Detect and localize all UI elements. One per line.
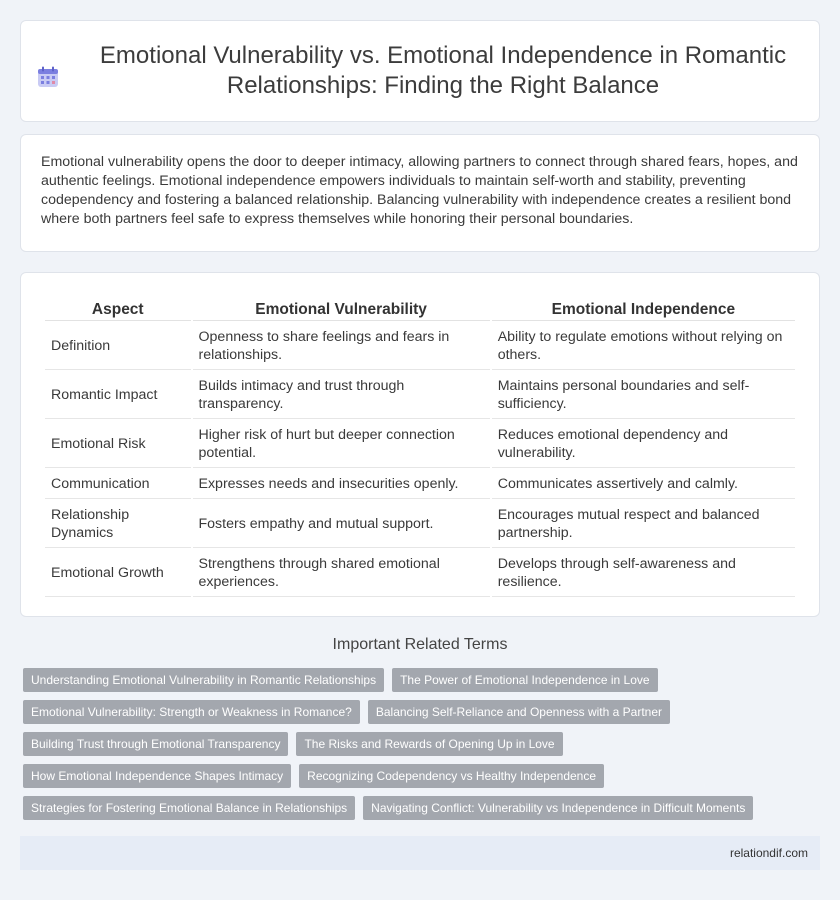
table-row	[45, 421, 795, 468]
header-independence: Emotional Independence	[492, 291, 795, 321]
intro-paragraph: Emotional vulnerability opens the door to deeper intimacy, allowing partners to connect through shared fears, hopes, and authentic feelings. Emotional independence empowers individuals to maintain self-worth and stability, preventing codependency and fostering a balanced relationship. Balancing vulnerability with independence creates a resilient bond where both partners feel safe to express themselves while honoring their personal boundaries.	[41, 154, 798, 227]
row-independence: Communicates assertively and calmly.	[492, 470, 795, 499]
related-term-link[interactable]: Balancing Self-Reliance and Openness with a Partner	[368, 700, 670, 724]
table-row	[45, 372, 795, 419]
comparison-table	[43, 289, 797, 599]
row-vulnerability: Higher risk of hurt but deeper connection potential.	[193, 421, 490, 468]
tag-row	[23, 764, 813, 788]
table-row	[45, 550, 795, 597]
row-vulnerability: Fosters empathy and mutual support.	[193, 501, 490, 548]
header-card	[20, 20, 820, 122]
related-terms-title: Important Related Terms	[332, 636, 508, 653]
footer-site-link[interactable]: relationdif.com	[729, 846, 808, 860]
table-row	[45, 323, 795, 370]
calendar-icon	[37, 66, 59, 88]
footer	[20, 836, 820, 870]
table-row	[45, 470, 795, 499]
row-vulnerability: Openness to share feelings and fears in relationships.	[193, 323, 490, 370]
related-term-link[interactable]: Strategies for Fostering Emotional Balance in Relationships	[23, 796, 355, 820]
row-aspect: Definition	[45, 323, 191, 370]
row-independence: Encourages mutual respect and balanced partnership.	[492, 501, 795, 548]
row-aspect: Communication	[45, 470, 191, 499]
row-aspect: Relationship Dynamics	[45, 501, 191, 548]
header-aspect: Aspect	[45, 291, 191, 321]
row-vulnerability: Strengthens through shared emotional experiences.	[193, 550, 490, 597]
tag-row	[23, 700, 813, 724]
related-term-link[interactable]: The Risks and Rewards of Opening Up in Love	[296, 732, 562, 756]
related-term-link[interactable]: The Power of Emotional Independence in Love	[392, 668, 658, 692]
row-aspect: Emotional Growth	[45, 550, 191, 597]
tag-row	[23, 668, 813, 692]
related-term-link[interactable]: Building Trust through Emotional Transparency	[23, 732, 288, 756]
row-independence: Ability to regulate emotions without relying on others.	[492, 323, 795, 370]
intro-card	[20, 134, 820, 252]
related-term-link[interactable]: Recognizing Codependency vs Healthy Independence	[299, 764, 604, 788]
page-title: Emotional Vulnerability vs. Emotional Independence in Romantic Relationships: Finding the Right Balance	[99, 42, 787, 99]
related-term-link[interactable]: Understanding Emotional Vulnerability in Romantic Relationships	[23, 668, 384, 692]
table-header-row	[45, 291, 795, 321]
table-row	[45, 501, 795, 548]
row-vulnerability: Expresses needs and insecurities openly.	[193, 470, 490, 499]
row-aspect: Emotional Risk	[45, 421, 191, 468]
header-vulnerability: Emotional Vulnerability	[193, 291, 490, 321]
row-independence: Reduces emotional dependency and vulnerability.	[492, 421, 795, 468]
related-term-link[interactable]: Emotional Vulnerability: Strength or Weakness in Romance?	[23, 700, 360, 724]
related-term-link[interactable]: Navigating Conflict: Vulnerability vs Independence in Difficult Moments	[363, 796, 753, 820]
row-independence: Develops through self-awareness and resilience.	[492, 550, 795, 597]
row-independence: Maintains personal boundaries and self-sufficiency.	[492, 372, 795, 419]
related-terms-list	[23, 668, 813, 828]
row-aspect: Romantic Impact	[45, 372, 191, 419]
related-term-link[interactable]: How Emotional Independence Shapes Intimacy	[23, 764, 291, 788]
row-vulnerability: Builds intimacy and trust through transparency.	[193, 372, 490, 419]
tag-row	[23, 732, 813, 756]
title-wrap	[37, 41, 803, 101]
tag-row	[23, 796, 813, 820]
comparison-table-card	[20, 272, 820, 617]
